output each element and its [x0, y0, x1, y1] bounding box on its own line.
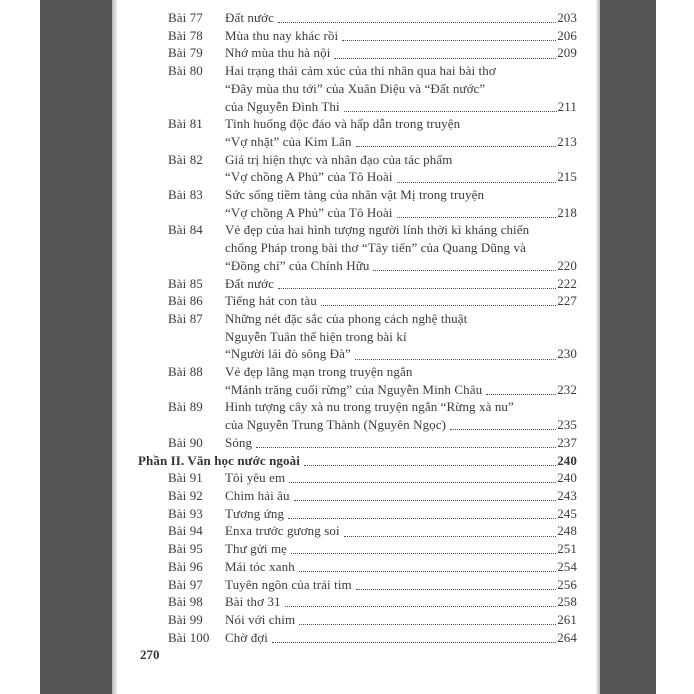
toc-entry-label: Bài 94	[168, 523, 203, 539]
toc-entry-lines	[225, 275, 577, 293]
toc-page-number: 218	[557, 204, 577, 220]
toc-title-text: “Vợ nhặt” của Kim Lân	[225, 133, 352, 149]
toc-line	[225, 540, 577, 558]
toc-title-text: “Vợ chồng A Phủ” của Tô Hoài	[225, 204, 393, 220]
toc-title-text: Giá trị hiện thực và nhân đạo của tác phẩm	[225, 151, 453, 167]
toc-line	[225, 416, 577, 434]
toc-page-number: 211	[557, 98, 577, 114]
toc-page-number: 230	[557, 346, 577, 362]
toc-entry	[168, 115, 577, 150]
toc-line	[225, 611, 577, 629]
toc-line	[225, 398, 577, 416]
dot-leader	[278, 275, 556, 289]
toc-line	[225, 345, 577, 363]
toc-line	[225, 257, 577, 275]
toc-title-text: Vẻ đẹp lãng mạn trong truyện ngắn	[225, 364, 413, 380]
toc-title-text: Phần II. Văn học nước ngoài	[138, 452, 300, 468]
toc-entry	[168, 576, 577, 594]
toc-line	[225, 115, 577, 133]
dot-leader	[256, 434, 556, 448]
dot-leader	[397, 204, 557, 218]
toc-line	[225, 593, 577, 611]
toc-entry	[168, 522, 577, 540]
toc-list	[138, 9, 577, 646]
dot-leader	[397, 168, 557, 182]
footer-page-number: 270	[140, 647, 160, 662]
dot-leader	[342, 27, 556, 41]
toc-entry	[168, 593, 577, 611]
toc-page-number: 220	[557, 257, 577, 273]
toc-title-text: Đất nước	[225, 275, 275, 291]
toc-title-text: Enxa trước gương soi	[225, 523, 340, 539]
toc-entry-lines	[225, 540, 577, 558]
toc-page-number: 206	[557, 27, 577, 43]
toc-title-text: của Nguyễn Trung Thành (Nguyên Ngọc)	[225, 417, 447, 433]
toc-entry-label: Bài 98	[168, 594, 203, 610]
toc-title-text: Sóng	[225, 434, 253, 450]
toc-page-number: 254	[557, 558, 577, 574]
toc-line	[225, 522, 577, 540]
toc-entry-label: Bài 82	[168, 151, 203, 167]
toc-line	[225, 98, 577, 116]
toc-line	[225, 168, 577, 186]
toc-entry-label: Bài 96	[168, 558, 203, 574]
toc-entry	[168, 310, 577, 363]
toc-section-heading	[138, 452, 577, 470]
dot-leader	[355, 345, 556, 359]
toc-entry	[168, 611, 577, 629]
toc-entry-lines	[225, 558, 577, 576]
toc-entry-label: Bài 83	[168, 187, 203, 203]
toc-entry-lines	[225, 434, 577, 452]
toc-entry	[168, 434, 577, 452]
toc-entry-lines	[225, 363, 577, 398]
toc-page-number: 209	[557, 45, 577, 61]
toc-title-text: “Đồng chí” của Chính Hữu	[225, 257, 370, 273]
toc-entry	[168, 292, 577, 310]
toc-page-number: 237	[557, 434, 577, 450]
dot-leader	[373, 257, 556, 271]
toc-line	[225, 221, 577, 239]
toc-title-text: Mái tóc xanh	[225, 558, 295, 574]
toc-entry-lines	[225, 469, 577, 487]
toc-page-number: 215	[557, 169, 577, 185]
toc-title-text: Chim hải âu	[225, 487, 290, 503]
toc-title-text: “Người lái đò sông Đà”	[225, 346, 351, 362]
page-edge-shadow-left	[112, 0, 117, 694]
toc-entry-label: Bài 84	[168, 222, 203, 238]
toc-entry	[168, 221, 577, 274]
toc-entry	[168, 44, 577, 62]
toc-entry-label: Bài 81	[168, 116, 203, 132]
toc-line	[225, 186, 577, 204]
toc-title-text: Bài thơ 31	[225, 594, 281, 610]
toc-entry-lines	[225, 593, 577, 611]
toc-line	[225, 469, 577, 487]
toc-entry-lines	[225, 151, 577, 186]
toc-title-text: “Đây mùa thu tới” của Xuân Diệu và “Đất nước”	[225, 80, 486, 96]
toc-entry	[168, 275, 577, 293]
toc-page-number: 243	[557, 487, 577, 503]
toc-entry	[168, 62, 577, 115]
toc-entry	[168, 9, 577, 27]
toc-entry	[168, 151, 577, 186]
toc-title-text: Hai trạng thái cảm xúc của thi nhân qua hai bài thơ	[225, 63, 496, 79]
toc-entry-lines	[225, 629, 577, 647]
toc-entry-lines	[138, 452, 577, 470]
toc-entry	[168, 469, 577, 487]
toc-title-text: Tình huống độc đáo và hấp dẫn trong truyện	[225, 116, 461, 132]
toc-entry-label: Bài 88	[168, 364, 203, 380]
toc-entry-lines	[225, 611, 577, 629]
toc-page-number: 245	[557, 505, 577, 521]
toc-line	[225, 239, 577, 257]
toc-title-text: của Nguyễn Đình Thi	[225, 98, 340, 114]
dot-leader	[486, 381, 556, 395]
toc-title-text: Sức sống tiềm tàng của nhân vật Mị trong truyện	[225, 187, 485, 203]
toc-title-text: Đất nước	[225, 10, 275, 25]
toc-page-number: 264	[557, 629, 577, 645]
toc-entry	[168, 186, 577, 221]
toc-entry	[168, 505, 577, 523]
toc-entry-label: Bài 91	[168, 470, 203, 486]
toc-title-text: Nhớ mùa thu hà nội	[225, 45, 331, 61]
toc-title-text: chống Pháp trong bài thơ “Tây tiến” của Quang Dũng và	[225, 240, 526, 256]
dot-leader	[288, 505, 556, 519]
toc-entry-label: Bài 79	[168, 45, 203, 61]
dot-leader	[278, 9, 556, 23]
dot-leader	[304, 452, 556, 466]
dot-leader	[356, 133, 557, 147]
dot-leader	[289, 469, 556, 483]
toc-line	[225, 434, 577, 452]
toc-line	[225, 275, 577, 293]
toc-title-text: “Mảnh trăng cuối rừng” của Nguyễn Minh Châu	[225, 381, 483, 397]
toc-line	[225, 363, 577, 381]
toc-title-text: Chờ đợi	[225, 629, 268, 645]
toc-line	[225, 151, 577, 169]
toc-entry	[168, 487, 577, 505]
toc-entry-lines	[225, 221, 577, 274]
toc-page-number: 258	[557, 594, 577, 610]
dot-leader	[344, 98, 557, 112]
toc-line	[225, 558, 577, 576]
background-band-left	[40, 0, 112, 694]
toc-entry	[168, 398, 577, 433]
toc-entry	[168, 27, 577, 45]
toc-line	[225, 27, 577, 45]
toc-title-text: Tôi yêu em	[225, 470, 286, 486]
dot-leader	[285, 593, 557, 607]
toc-line	[225, 62, 577, 80]
toc-entry-lines	[225, 505, 577, 523]
toc-entry-label: Bài 85	[168, 275, 203, 291]
toc-line	[225, 80, 577, 98]
toc-page-number: 256	[557, 576, 577, 592]
toc-entry	[168, 540, 577, 558]
toc-entry-label: Bài 78	[168, 27, 203, 43]
toc-page-number: 261	[557, 611, 577, 627]
toc-line	[225, 629, 577, 647]
toc-line	[225, 44, 577, 62]
toc-line	[225, 310, 577, 328]
toc-entry-lines	[225, 27, 577, 45]
background-band-right	[600, 0, 656, 694]
toc-entry-label: Bài 90	[168, 434, 203, 450]
toc-page-number: 227	[557, 293, 577, 309]
toc-page-number: 240	[557, 470, 577, 486]
dot-leader	[334, 44, 556, 58]
toc-line	[225, 381, 577, 399]
toc-entry-lines	[225, 522, 577, 540]
toc-entry-label: Bài 89	[168, 399, 203, 415]
toc-page-number: 203	[557, 10, 577, 25]
toc-page-number: 213	[557, 133, 577, 149]
dot-leader	[299, 611, 556, 625]
dot-leader	[291, 540, 556, 554]
toc-title-text: Mùa thu nay khác rồi	[225, 27, 339, 43]
toc-page-number: 251	[557, 541, 577, 557]
dot-leader	[299, 558, 556, 572]
toc-line	[225, 9, 577, 27]
toc-title-text: Tương ứng	[225, 505, 285, 521]
toc-title-text: “Vợ chồng A Phủ” của Tô Hoài	[225, 169, 393, 185]
toc-line	[225, 576, 577, 594]
dot-leader	[450, 416, 556, 430]
dot-leader	[272, 629, 556, 643]
toc-title-text: Hình tượng cây xà nu trong truyện ngắn “Rừng xà nu”	[225, 399, 514, 415]
toc-line	[225, 487, 577, 505]
toc-entry-lines	[225, 398, 577, 433]
toc-title-text: Những nét đặc sắc của phong cách nghệ thuật	[225, 310, 468, 326]
toc-entry-label: Bài 99	[168, 611, 203, 627]
dot-leader	[356, 576, 556, 590]
toc-page-number: 222	[557, 275, 577, 291]
toc-entry-lines	[225, 9, 577, 27]
toc-title-text: Tuyên ngôn của trái tim	[225, 576, 352, 592]
toc-entry-label: Bài 93	[168, 505, 203, 521]
toc-entry-label: Bài 95	[168, 541, 203, 557]
toc-line	[225, 328, 577, 346]
toc-entry-lines	[225, 310, 577, 363]
toc-entry-lines	[225, 576, 577, 594]
toc-entry	[168, 629, 577, 647]
toc-page-number: 232	[557, 381, 577, 397]
dot-leader	[321, 292, 556, 306]
toc-page-number: 240	[557, 452, 577, 468]
toc-entry-label: Bài 86	[168, 293, 203, 309]
dot-leader	[344, 522, 557, 536]
dot-leader	[294, 487, 557, 501]
toc-title-text: Vẻ đẹp của hai hình tượng người lính thời kì kháng chiến	[225, 222, 530, 238]
toc-entry-lines	[225, 487, 577, 505]
toc-line	[138, 452, 577, 470]
toc-line	[225, 133, 577, 151]
toc-entry-label: Bài 77	[168, 10, 203, 25]
toc-entry	[168, 558, 577, 576]
toc-entry-lines	[225, 292, 577, 310]
toc-entry-label: Bài 87	[168, 310, 203, 326]
toc-title-text: Nguyễn Tuân thể hiện trong bài kí	[225, 328, 407, 344]
toc-line	[225, 292, 577, 310]
toc-entry-label: Bài 80	[168, 63, 203, 79]
toc-page-number: 235	[557, 417, 577, 433]
toc-entry-label: Bài 97	[168, 576, 203, 592]
toc-line	[225, 204, 577, 222]
toc-title-text: Tiếng hát con tàu	[225, 293, 317, 309]
toc-entry-lines	[225, 115, 577, 150]
toc-entry	[168, 363, 577, 398]
toc-entry-lines	[225, 186, 577, 221]
toc-entry-lines	[225, 44, 577, 62]
toc-title-text: Nói với chim	[225, 611, 296, 627]
toc-title-text: Thư gửi mẹ	[225, 541, 288, 557]
toc-entry-label: Bài 92	[168, 487, 203, 503]
toc-entry-label: Bài 100	[168, 629, 210, 645]
toc-line	[225, 505, 577, 523]
toc-page-number: 248	[557, 523, 577, 539]
toc-entry-lines	[225, 62, 577, 115]
